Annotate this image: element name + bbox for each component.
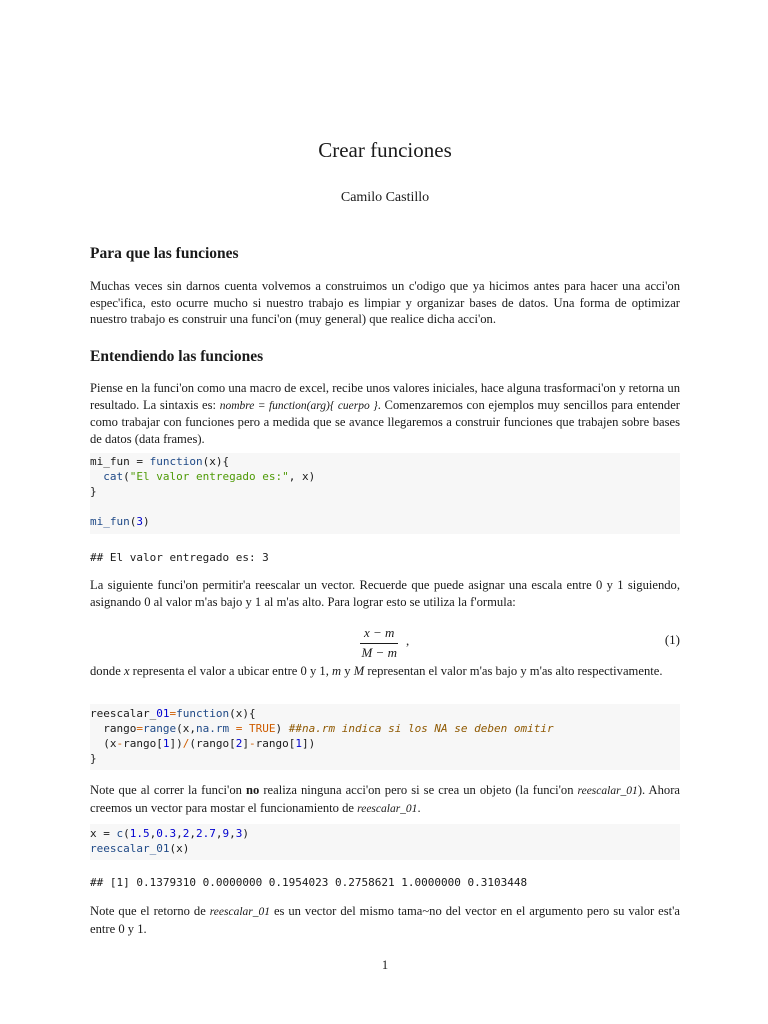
equation-number: (1)	[664, 632, 680, 647]
code-output-2: ## [1] 0.1379310 0.0000000 0.1954023 0.2758621 1.0000000 0.3103448	[90, 876, 528, 889]
equation-fraction: $\frac{x - m}{M - m}$	[361, 625, 397, 660]
section-heading-entendiendo: Entendiendo las funciones	[90, 348, 264, 365]
paragraph-donde: donde x representa el valor a ubicar entre 0 y 1, m y M representan el valor m'as bajo y m'as alto respectivamente.	[90, 664, 663, 678]
equation-1: $\frac{x - m}{M - m}$ , (1)	[361, 625, 680, 660]
document-title: Crear funciones	[318, 138, 452, 162]
code-block-reescalar: reescalar_01=function(x){ rango=range(x,na.rm = TRUE) ##na.rm indica si los NA se deben omitir (x-rango[1])/(rango[2]-rango[1]) }	[90, 704, 680, 770]
code-block-vector: x = c(1.5,0.3,2,2.7,9,3) reescalar_01(x)	[90, 824, 680, 860]
document-author: Camilo Castillo	[340, 190, 430, 205]
page-number: 1	[381, 958, 389, 972]
code-output-1: ## El valor entregado es: 3	[90, 551, 269, 564]
paragraph-syntax: Piense en la funci'on como una macro de excel, recibe unos valores iniciales, hace alguna trasformaci'on y retorna un resultado. La sintaxis es: nombre = function(arg){ cuerpo }. Comenzaremos con ejemplos muy sencillos para entender como trabajar con funciones pero a medida que se avance llegaremos a construir funciones que trabajen sobre bases de datos (data frames).	[90, 381, 680, 446]
paragraph-reescalar: La siguiente funci'on permitir'a reescalar un vector. Recuerde que puede asignar una escala entre 0 y 1 siguiendo, asignando 0 al valor m'as bajo y 1 al m'as alto. Para lograr esto se utiliza la f'ormula:	[90, 578, 680, 609]
syntax-text: nombre = function(arg){ cuerpo }	[219, 399, 378, 412]
paragraph-note-objeto: Note que al correr la funci'on no realiza ninguna acci'on pero si se crea un objeto (la funci'on reescalar_01). Ahora creemos un vector para mostar el funcionamiento de reescalar_01.	[90, 783, 680, 815]
paragraph-retorno: Note que el retorno de reescalar_01 es un vector del mismo tama~no del vector en el argumento pero su valor est'a entre 0 y 1.	[90, 904, 681, 936]
paragraph-intro: Muchas veces sin darnos cuenta volvemos a construimos un c'odigo que ya hicimos antes para hacer una acci'on espec'ifica, esto ocurre mucho si nuestro trabajo es limpiar y organizar bases de datos. Una forma de optimizar nuestro trabajo es construir una funci'on (muy general) que realice dicha acci'on.	[90, 279, 680, 327]
section-heading-para-que: Para que las funciones	[90, 245, 239, 262]
code-block-mi-fun: mi_fun = function(x){ cat("El valor entregado es:", x) } mi_fun(3)	[90, 453, 680, 534]
